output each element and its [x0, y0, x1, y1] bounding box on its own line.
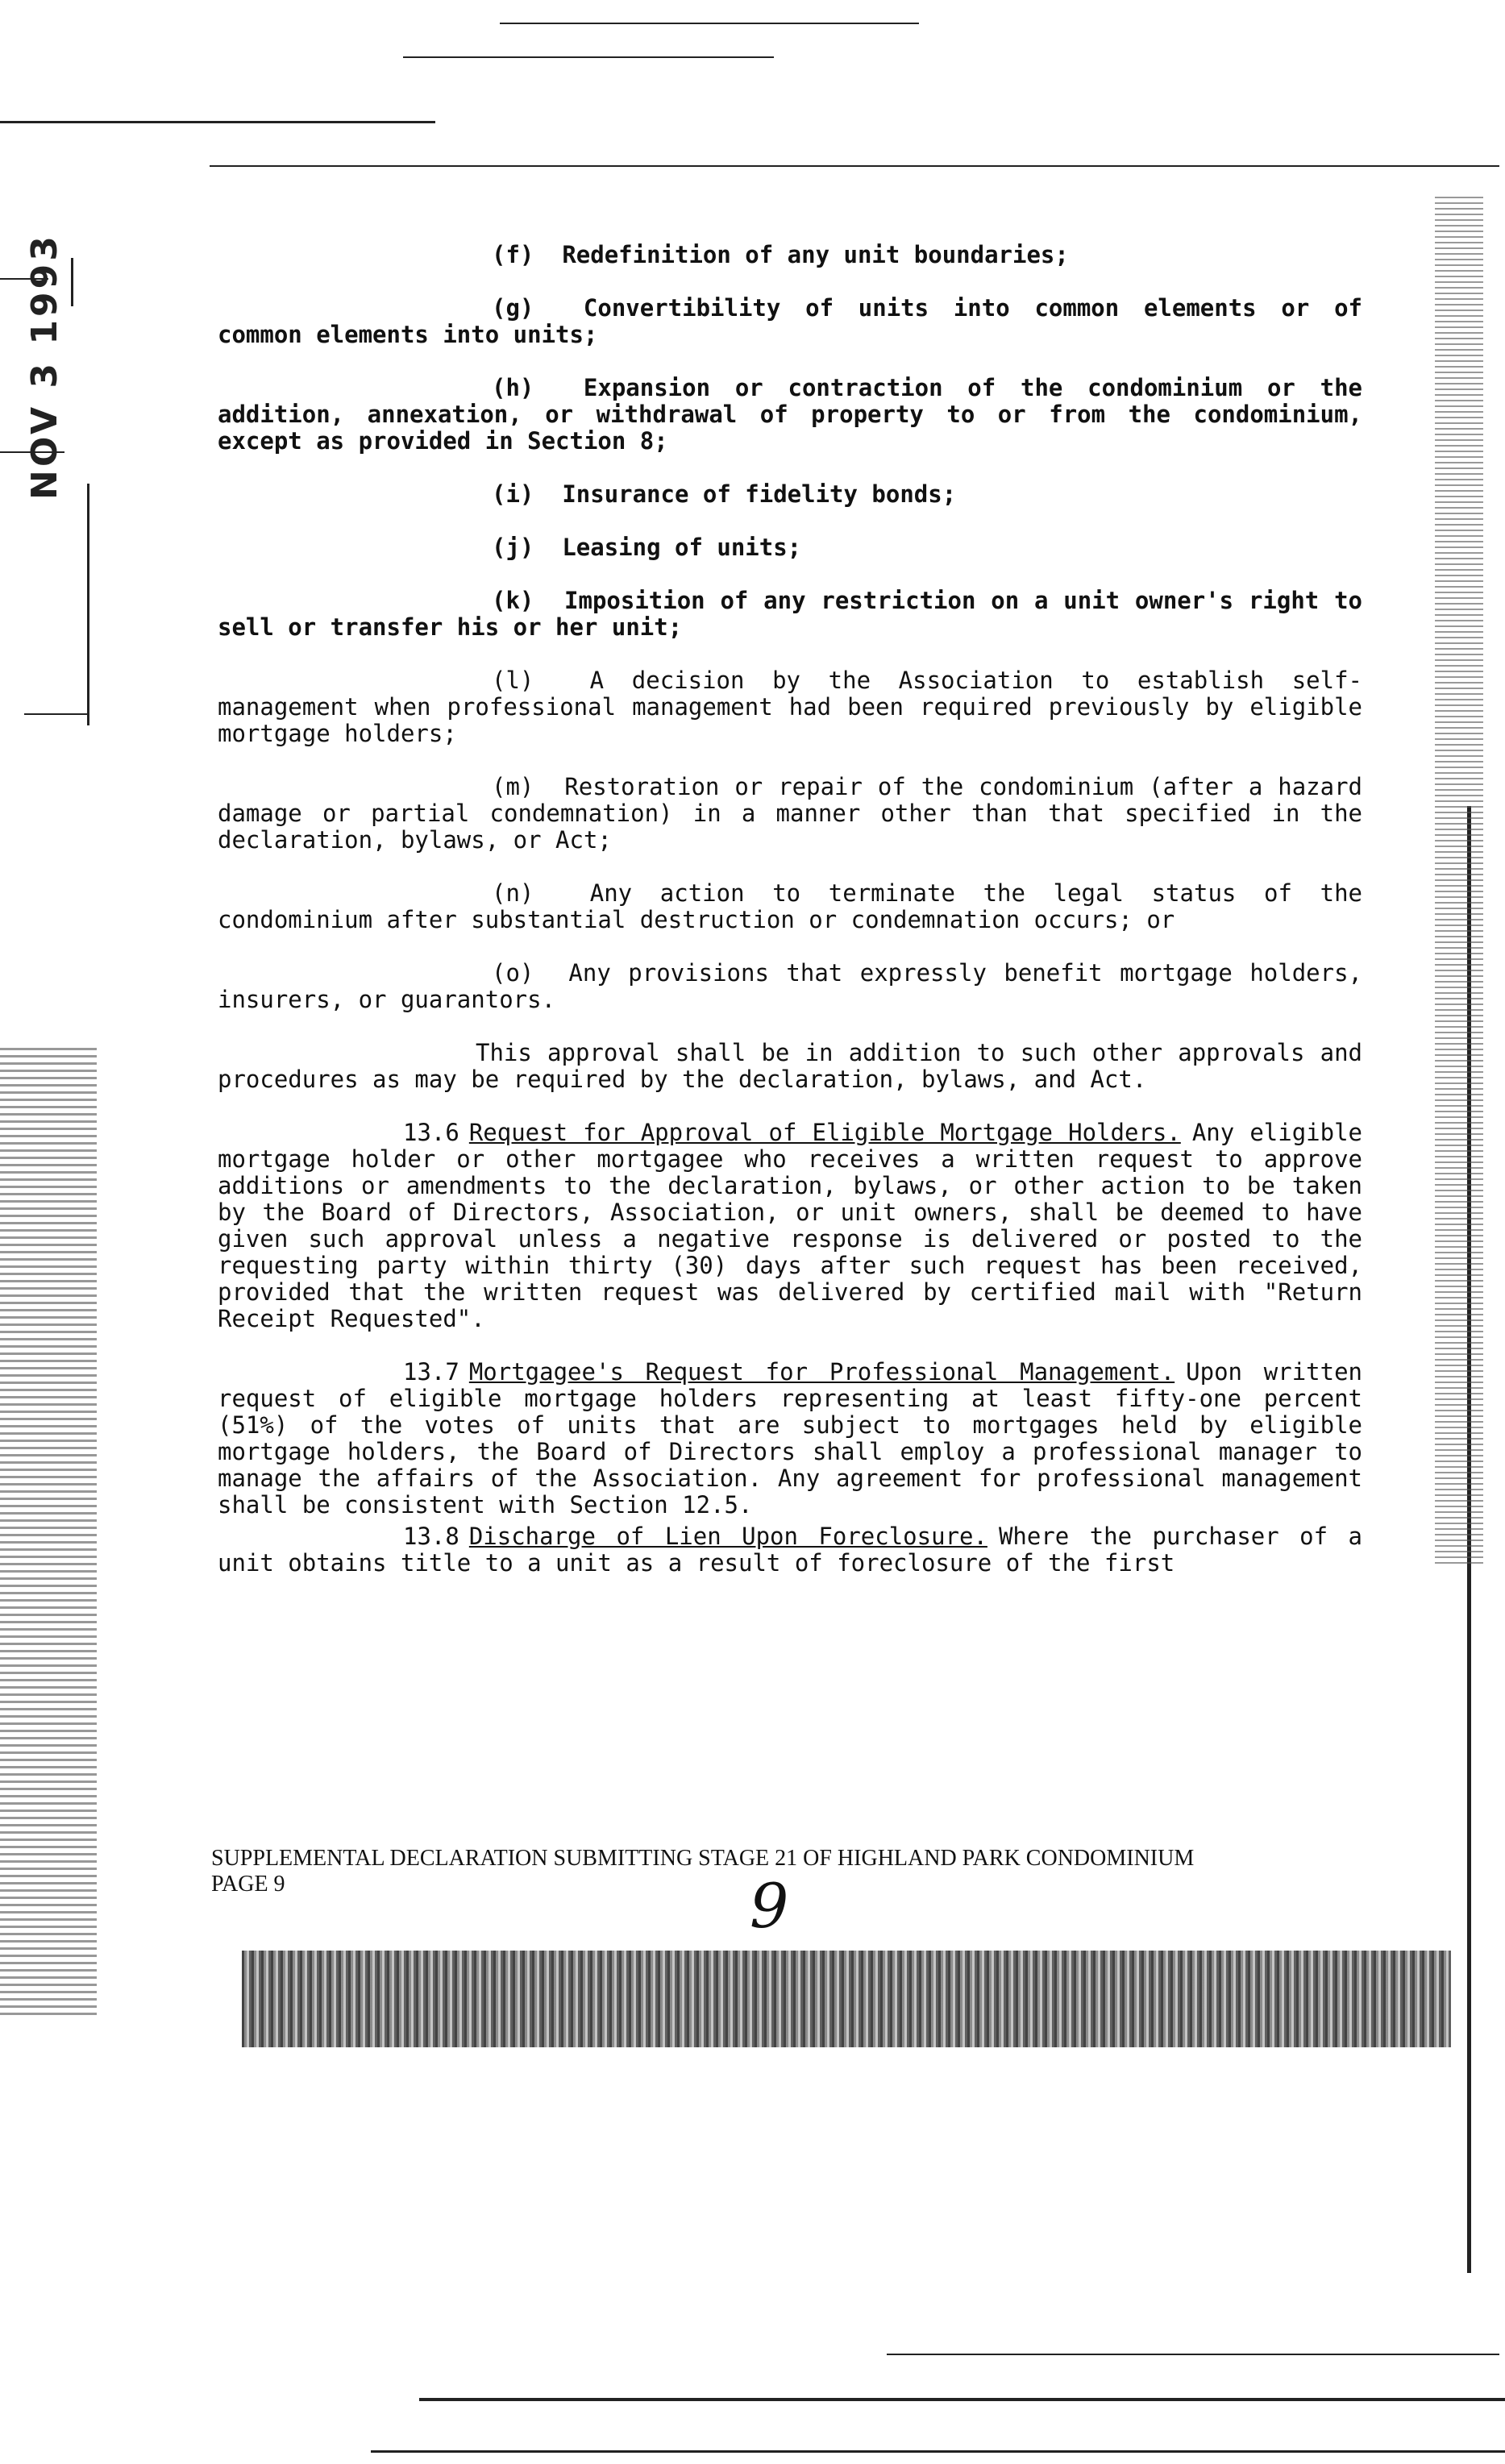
- section-text: Where the purchaser of a unit obtains title to a unit as a result of foreclosure of the first: [218, 1523, 1362, 1577]
- list-item: (l) A decision by the Association to establish self-management when professional management had been required previously by eligible mortgage holders;: [218, 667, 1377, 747]
- bottom-rule: [371, 2450, 1505, 2453]
- list-item: (o) Any provisions that expressly benefit mortgage holders, insurers, or guarantors.: [218, 959, 1377, 1013]
- list-item: (n) Any action to terminate the legal status of the condominium after substantial destruction or condemnation occurs; or: [218, 879, 1377, 933]
- approval-paragraph: This approval shall be in addition to such other approvals and procedures as may be required by the declaration, bylaws, and Act.: [218, 1039, 1377, 1093]
- margin-mark: [71, 258, 73, 306]
- section-13-8: [218, 1523, 1362, 1577]
- list-item: (i) Insurance of fidelity bonds;: [492, 480, 957, 508]
- top-scan-line: [500, 23, 919, 24]
- section-title: Request for Approval of Eligible Mortgage Holders.: [468, 1119, 1181, 1146]
- handwritten-page-number: 9: [750, 1870, 789, 1942]
- section-13-6: [218, 1120, 1362, 1332]
- section-number: 13.8: [403, 1523, 459, 1550]
- list-item: (f) Redefinition of any unit boundaries;: [492, 241, 1069, 268]
- list-item: (k) Imposition of any restriction on a unit owner's right to sell or transfer his or her unit;: [218, 587, 1377, 641]
- margin-mark: [87, 484, 89, 725]
- top-scan-line: [403, 56, 774, 58]
- section-title: Mortgagee's Request for Professional Management.: [468, 1358, 1175, 1386]
- top-scan-line: [0, 121, 435, 123]
- list-item: (g) Convertibility of units into common elements or of common elements into units;: [218, 294, 1377, 348]
- section-number: 13.7: [403, 1358, 459, 1386]
- scan-noise-left: [0, 1048, 97, 2015]
- section-13-7: [218, 1359, 1362, 1519]
- section-number: 13.6: [403, 1119, 459, 1146]
- document-body: [218, 241, 1377, 1603]
- page-footer: [211, 1846, 1372, 1897]
- footer-page-label: PAGE 9: [211, 1872, 285, 1897]
- bottom-rule: [887, 2354, 1499, 2355]
- list-item: (m) Restoration or repair of the condominium (after a hazard damage or partial condemnation) in a manner other than that specified in the declaration, bylaws, or Act;: [218, 773, 1377, 854]
- footer-title: SUPPLEMENTAL DECLARATION SUBMITTING STAGE 21 OF HIGHLAND PARK CONDOMINIUM: [211, 1846, 1195, 1871]
- section-text: Any eligible mortgage holder or other mortgagee who receives a written request to approve additions or amendments to the declaration, bylaws, or other action to be taken by the Board of Directors, Association, or unit owners, shall be deemed to have given such approval unless a negative response is delivered or posted to the requesting party within thirty (30) days after such request has been received, provided that the written request was delivered by certified mail with "Return Receipt Requested".: [218, 1119, 1362, 1332]
- bottom-rule: [419, 2398, 1505, 2401]
- list-item: (h) Expansion or contraction of the condominium or the addition, annexation, or withdrawal of property to or from the condominium, except as provided in Section 8;: [218, 374, 1377, 455]
- received-date-stamp: NOV 3 1993: [24, 233, 65, 500]
- scan-noise-band: [242, 1951, 1451, 2047]
- section-text: Upon written request of eligible mortgage holders representing at least fifty-one percent (51%) of the votes of units that are subject to mortgages held by eligible mortgage holders, the Board of Directors shall employ a professional manager to manage the affairs of the Association. Any agreement for professional management shall be consistent with Section 12.5.: [218, 1358, 1363, 1519]
- scan-noise-right: [1435, 193, 1483, 1564]
- top-scan-line: [210, 165, 1499, 167]
- list-item: (j) Leasing of units;: [492, 534, 802, 561]
- margin-mark: [24, 713, 89, 715]
- section-title: Discharge of Lien Upon Foreclosure.: [468, 1523, 987, 1550]
